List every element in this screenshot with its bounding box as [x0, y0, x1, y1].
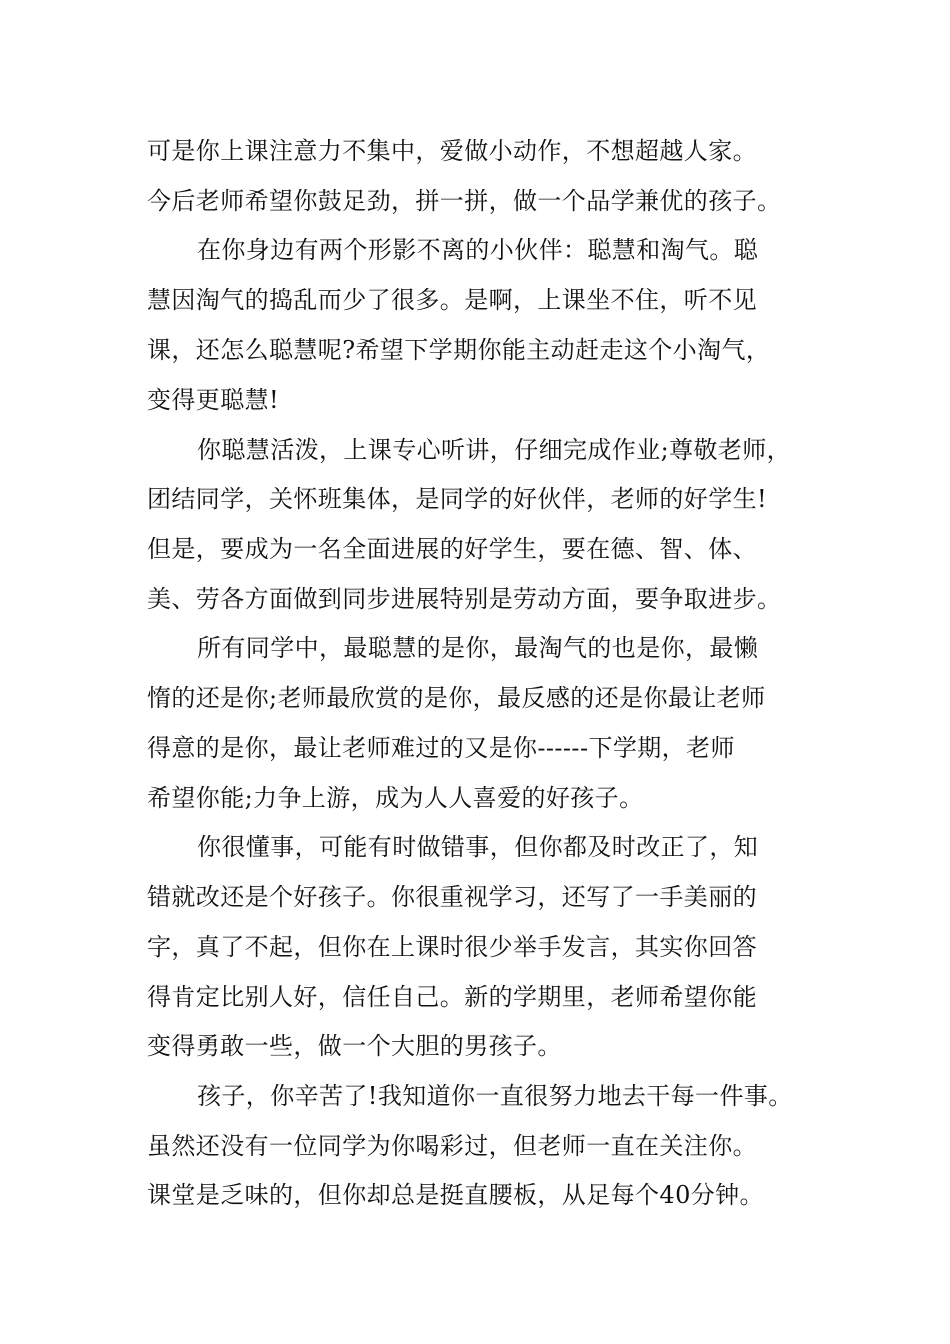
text-line: 希望你能;力争上游，成为人人喜爱的好孩子。 — [147, 784, 644, 812]
paragraph-first-line: 所有同学中，最聪慧的是你，最淘气的也是你，最懒 — [197, 634, 759, 662]
paragraph-first-line: 你很懂事，可能有时做错事，但你都及时改正了，知 — [197, 833, 759, 861]
text-line: 今后老师希望你鼓足劲，拼一拼，做一个品学兼优的孩子。 — [147, 187, 782, 215]
text-line: 团结同学，关怀班集体，是同学的好伙伴，老师的好学生! — [147, 485, 768, 513]
text-line: 惰的还是你;老师最欣赏的是你，最反感的还是你最让老师 — [147, 684, 766, 712]
text-line: 课堂是乏味的，但你却总是挺直腰板，从足每个40分钟。 — [147, 1181, 764, 1209]
text-line: 错就改还是个好孩子。你很重视学习，还写了一手美丽的 — [147, 883, 757, 911]
text-line: 得意的是你，最让老师难过的又是你------下学期，老师 — [147, 734, 735, 762]
text-line: 课，还怎么聪慧呢?希望下学期你能主动赶走这个小淘气， — [147, 336, 771, 364]
text-line: 但是，要成为一名全面进展的好学生，要在德、智、体、 — [147, 535, 757, 563]
text-line: 变得勇敢一些，做一个大胆的男孩子。 — [147, 1032, 562, 1060]
text-line: 字，真了不起，但你在上课时很少举手发言，其实你回答 — [147, 933, 757, 961]
paragraph-first-line: 在你身边有两个形影不离的小伙伴：聪慧和淘气。聪 — [197, 236, 759, 264]
text-line: 美、劳各方面做到同步进展特别是劳动方面，要争取进步。 — [147, 585, 782, 613]
text-line: 变得更聪慧! — [147, 386, 280, 414]
paragraph-first-line: 你聪慧活泼，上课专心听讲，仔细完成作业;尊敬老师， — [197, 436, 792, 464]
text-line: 虽然还没有一位同学为你喝彩过，但老师一直在关注你。 — [147, 1132, 757, 1160]
paragraph-first-line: 孩子，你辛苦了!我知道你一直很努力地去干每一件事。 — [197, 1082, 793, 1110]
text-line: 得肯定比别人好，信任自己。新的学期里，老师希望你能 — [147, 983, 757, 1011]
text-line: 可是你上课注意力不集中，爱做小动作，不想超越人家。 — [147, 137, 757, 165]
text-line: 慧因淘气的捣乱而少了很多。是啊，上课坐不住，听不见 — [147, 286, 757, 314]
